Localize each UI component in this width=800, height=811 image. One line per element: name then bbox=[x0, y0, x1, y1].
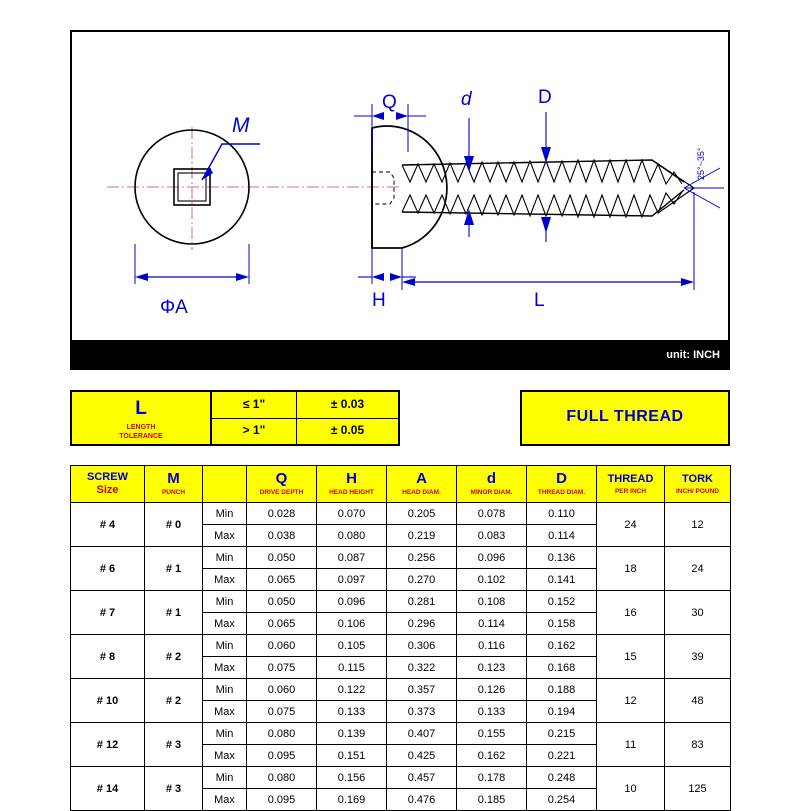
cell-q: 0.060 bbox=[247, 635, 317, 657]
cell-q: 0.065 bbox=[247, 613, 317, 635]
tolerance-letter: L bbox=[135, 398, 147, 419]
cell-a: 0.306 bbox=[387, 635, 457, 657]
cell-h: 0.122 bbox=[317, 679, 387, 701]
cell-minmax: Min bbox=[203, 503, 247, 525]
tolerance-sub1: LENGTH bbox=[126, 424, 156, 431]
cell-d-thread: 0.168 bbox=[527, 657, 597, 679]
cell-d-minor: 0.096 bbox=[457, 547, 527, 569]
label-point-angle: 25°~35° bbox=[696, 147, 706, 180]
cell-h: 0.105 bbox=[317, 635, 387, 657]
specification-table bbox=[70, 465, 731, 811]
cell-a: 0.476 bbox=[387, 789, 457, 811]
cell-q: 0.080 bbox=[247, 723, 317, 745]
cell-punch: # 1 bbox=[145, 591, 203, 635]
cell-minmax: Max bbox=[203, 569, 247, 591]
cell-h: 0.106 bbox=[317, 613, 387, 635]
cell-q: 0.028 bbox=[247, 503, 317, 525]
cell-q: 0.050 bbox=[247, 591, 317, 613]
tolerance-sub2: TOLERANCE bbox=[119, 433, 163, 440]
cell-thread: 16 bbox=[597, 591, 665, 635]
cell-d-thread: 0.215 bbox=[527, 723, 597, 745]
label-d-minor: d bbox=[461, 89, 472, 110]
cell-d-minor: 0.155 bbox=[457, 723, 527, 745]
cell-h: 0.156 bbox=[317, 767, 387, 789]
unit-label: unit: INCH bbox=[666, 349, 720, 361]
cell-tork: 30 bbox=[665, 591, 731, 635]
header-m-punch: M PUNCH bbox=[145, 466, 203, 503]
cell-d-thread: 0.110 bbox=[527, 503, 597, 525]
table-row bbox=[71, 503, 731, 525]
cell-a: 0.281 bbox=[387, 591, 457, 613]
cell-minmax: Max bbox=[203, 657, 247, 679]
cell-minmax: Min bbox=[203, 635, 247, 657]
header-h: H HEAD HEIGHT bbox=[317, 466, 387, 503]
cell-d-thread: 0.114 bbox=[527, 525, 597, 547]
cell-a: 0.219 bbox=[387, 525, 457, 547]
cell-screw-size: # 10 bbox=[71, 679, 145, 723]
cell-d-thread: 0.158 bbox=[527, 613, 597, 635]
cell-a: 0.407 bbox=[387, 723, 457, 745]
cell-minmax: Max bbox=[203, 789, 247, 811]
cell-d-minor: 0.178 bbox=[457, 767, 527, 789]
cell-a: 0.425 bbox=[387, 745, 457, 767]
tolerance-range: > 1" bbox=[212, 418, 297, 444]
tolerance-row bbox=[212, 418, 398, 444]
header-tork: TORK INCH/ POUND bbox=[665, 466, 731, 503]
cell-tork: 12 bbox=[665, 503, 731, 547]
cell-q: 0.095 bbox=[247, 745, 317, 767]
label-h: H bbox=[372, 290, 386, 311]
cell-thread: 24 bbox=[597, 503, 665, 547]
cell-q: 0.075 bbox=[247, 701, 317, 723]
cell-a: 0.357 bbox=[387, 679, 457, 701]
technical-drawing-panel bbox=[70, 30, 730, 365]
tolerance-letter-cell bbox=[72, 392, 212, 444]
table-header-row bbox=[71, 466, 731, 503]
cell-d-minor: 0.078 bbox=[457, 503, 527, 525]
cell-tork: 48 bbox=[665, 679, 731, 723]
tolerance-rows bbox=[212, 392, 398, 444]
cell-d-minor: 0.185 bbox=[457, 789, 527, 811]
tolerance-value: ± 0.03 bbox=[330, 397, 365, 411]
cell-minmax: Min bbox=[203, 679, 247, 701]
cell-thread: 11 bbox=[597, 723, 665, 767]
cell-screw-size: # 4 bbox=[71, 503, 145, 547]
cell-minmax: Max bbox=[203, 745, 247, 767]
cell-tork: 83 bbox=[665, 723, 731, 767]
cell-a: 0.205 bbox=[387, 503, 457, 525]
table-row bbox=[71, 635, 731, 657]
cell-punch: # 0 bbox=[145, 503, 203, 547]
cell-d-thread: 0.152 bbox=[527, 591, 597, 613]
header-minmax bbox=[203, 466, 247, 503]
cell-minmax: Max bbox=[203, 701, 247, 723]
cell-tork: 24 bbox=[665, 547, 731, 591]
cell-screw-size: # 7 bbox=[71, 591, 145, 635]
cell-q: 0.095 bbox=[247, 789, 317, 811]
cell-punch: # 3 bbox=[145, 767, 203, 811]
centerline bbox=[107, 127, 402, 250]
header-q: Q DRIVE DEPTH bbox=[247, 466, 317, 503]
cell-h: 0.097 bbox=[317, 569, 387, 591]
cell-a: 0.270 bbox=[387, 569, 457, 591]
cell-thread: 10 bbox=[597, 767, 665, 811]
label-q: Q bbox=[382, 92, 397, 113]
cell-d-thread: 0.136 bbox=[527, 547, 597, 569]
cell-h: 0.169 bbox=[317, 789, 387, 811]
cell-d-minor: 0.123 bbox=[457, 657, 527, 679]
cell-q: 0.060 bbox=[247, 679, 317, 701]
cell-d-thread: 0.221 bbox=[527, 745, 597, 767]
cell-a: 0.256 bbox=[387, 547, 457, 569]
cell-h: 0.096 bbox=[317, 591, 387, 613]
cell-thread: 18 bbox=[597, 547, 665, 591]
tolerance-range: ≤ 1" bbox=[212, 392, 297, 418]
cell-h: 0.070 bbox=[317, 503, 387, 525]
cell-h: 0.139 bbox=[317, 723, 387, 745]
cell-screw-size: # 12 bbox=[71, 723, 145, 767]
cell-h: 0.133 bbox=[317, 701, 387, 723]
cell-minmax: Min bbox=[203, 767, 247, 789]
recess-hidden-lines bbox=[372, 172, 394, 204]
cell-h: 0.151 bbox=[317, 745, 387, 767]
header-a: A HEAD DIAM. bbox=[387, 466, 457, 503]
cell-tork: 125 bbox=[665, 767, 731, 811]
label-d-thread: D bbox=[538, 87, 552, 108]
cell-d-minor: 0.083 bbox=[457, 525, 527, 547]
cell-h: 0.080 bbox=[317, 525, 387, 547]
thread-crest-bottom bbox=[402, 190, 684, 216]
cell-punch: # 2 bbox=[145, 679, 203, 723]
table-row bbox=[71, 547, 731, 569]
cell-punch: # 3 bbox=[145, 723, 203, 767]
cell-d-minor: 0.108 bbox=[457, 591, 527, 613]
cell-d-minor: 0.116 bbox=[457, 635, 527, 657]
unit-bar bbox=[70, 340, 730, 370]
cell-d-thread: 0.141 bbox=[527, 569, 597, 591]
cell-h: 0.087 bbox=[317, 547, 387, 569]
cell-d-minor: 0.133 bbox=[457, 701, 527, 723]
table-row bbox=[71, 679, 731, 701]
cell-thread: 15 bbox=[597, 635, 665, 679]
header-d-minor: d MINOR DIAM. bbox=[457, 466, 527, 503]
cell-a: 0.457 bbox=[387, 767, 457, 789]
cell-h: 0.115 bbox=[317, 657, 387, 679]
cell-q: 0.050 bbox=[247, 547, 317, 569]
full-thread-label: FULL THREAD bbox=[566, 408, 684, 425]
cell-d-minor: 0.114 bbox=[457, 613, 527, 635]
cell-d-thread: 0.194 bbox=[527, 701, 597, 723]
cell-d-thread: 0.254 bbox=[527, 789, 597, 811]
cell-minmax: Max bbox=[203, 525, 247, 547]
cell-screw-size: # 14 bbox=[71, 767, 145, 811]
cell-screw-size: # 6 bbox=[71, 547, 145, 591]
cell-q: 0.075 bbox=[247, 657, 317, 679]
table-row bbox=[71, 723, 731, 745]
cell-minmax: Min bbox=[203, 547, 247, 569]
tolerance-row bbox=[212, 392, 398, 419]
cell-punch: # 1 bbox=[145, 547, 203, 591]
cell-a: 0.322 bbox=[387, 657, 457, 679]
header-thread: THREAD PER INCH bbox=[597, 466, 665, 503]
cell-q: 0.080 bbox=[247, 767, 317, 789]
cell-thread: 12 bbox=[597, 679, 665, 723]
cell-d-minor: 0.126 bbox=[457, 679, 527, 701]
label-phi-a: ΦA bbox=[160, 297, 188, 318]
cell-a: 0.373 bbox=[387, 701, 457, 723]
table-body bbox=[71, 503, 731, 811]
cell-minmax: Min bbox=[203, 723, 247, 745]
full-thread-box bbox=[520, 390, 730, 446]
label-l: L bbox=[534, 290, 545, 311]
cell-a: 0.296 bbox=[387, 613, 457, 635]
label-m: M bbox=[232, 114, 250, 137]
cell-d-minor: 0.162 bbox=[457, 745, 527, 767]
table-row bbox=[71, 591, 731, 613]
length-tolerance-box bbox=[70, 390, 400, 446]
cell-screw-size: # 8 bbox=[71, 635, 145, 679]
cell-tork: 39 bbox=[665, 635, 731, 679]
cell-minmax: Min bbox=[203, 591, 247, 613]
tolerance-value: ± 0.05 bbox=[330, 423, 365, 437]
cell-q: 0.065 bbox=[247, 569, 317, 591]
cell-d-thread: 0.162 bbox=[527, 635, 597, 657]
cell-q: 0.038 bbox=[247, 525, 317, 547]
table-row bbox=[71, 767, 731, 789]
cell-d-thread: 0.188 bbox=[527, 679, 597, 701]
cell-d-thread: 0.248 bbox=[527, 767, 597, 789]
cell-minmax: Max bbox=[203, 613, 247, 635]
cell-punch: # 2 bbox=[145, 635, 203, 679]
header-screw-size: SCREW Size bbox=[71, 466, 145, 503]
header-d-thread: D THREAD DIAM. bbox=[527, 466, 597, 503]
cell-d-minor: 0.102 bbox=[457, 569, 527, 591]
